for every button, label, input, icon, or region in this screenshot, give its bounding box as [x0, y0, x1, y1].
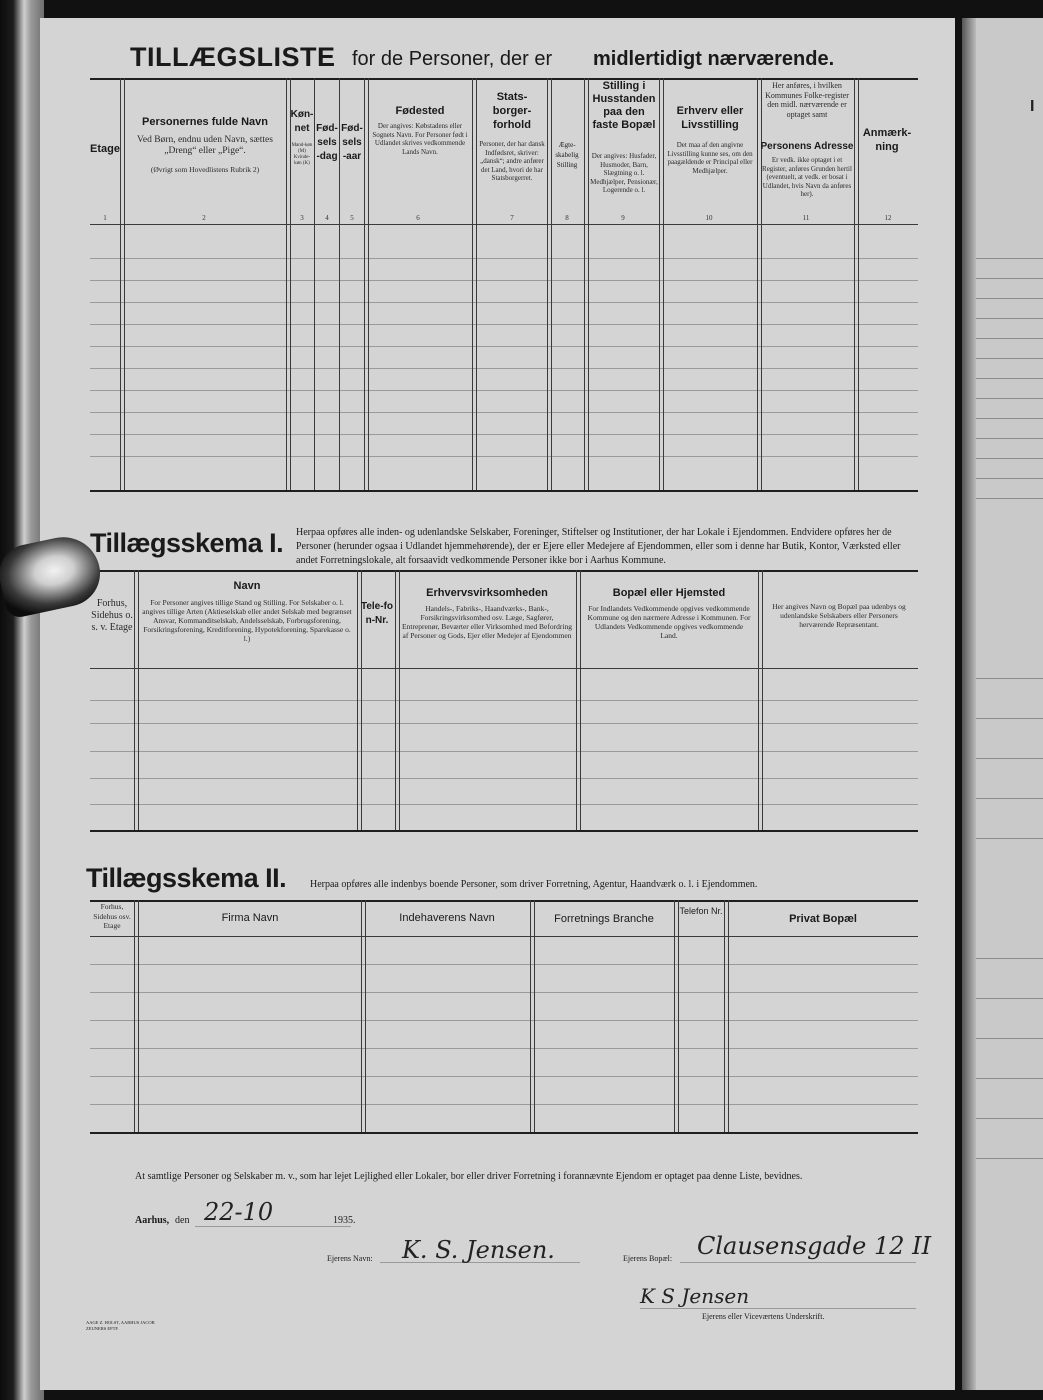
col-num-6: 6: [416, 214, 420, 222]
skema2-note: Herpaa opføres alle indenbys boende Personer, som driver Forretning, Agentur, Haandværk o. l. i Ejendommen.: [310, 879, 758, 890]
col-occupation-sub: Det maa af den angivne Livsstilling kunne ses, om den paagældende er Principal eller Medhjælper.: [667, 141, 753, 175]
col-birthday-header: Fød-sels-dag: [316, 123, 338, 162]
skema2-col-etage: Forhus, Sidehus osv. Etage: [93, 902, 131, 930]
date-handwritten: 22-10: [204, 1198, 274, 1226]
adjacent-page-mark: I: [1030, 98, 1035, 115]
skema2-col-firma: Firma Navn: [221, 912, 279, 924]
skema1-col-representative: Her angives Navn og Bopæl paa udenbys og udenlandske Selskabers eller Personers herværende Repræsentant.: [772, 602, 906, 629]
skema2-title: Tillægsskema II.: [86, 863, 287, 893]
skema2-col-bopael: Privat Bopæl: [789, 913, 857, 925]
owner-name-signature: K. S. Jensen.: [402, 1236, 555, 1264]
owner-name-label: Ejerens Navn:: [327, 1254, 373, 1263]
skema1-col-navn: Navn: [233, 580, 261, 592]
col-remarks-header: Anmærk-ning: [862, 127, 912, 153]
col-address-header: Personens Adresse: [760, 141, 854, 152]
col-num-3: 3: [300, 214, 304, 222]
skema2-col-indehaver: Indehaverens Navn: [399, 912, 495, 924]
col-citizenship-header: Stats-borger-forhold: [492, 91, 532, 131]
skema1-col-erhverv-sub: Handels-, Fabriks-, Haandværks-, Bank-, Forsikringsvirksomhed osv. Læge, Sagfører, Entreprenør, Beværter eller Virksomhed med Befordring af Personer og Gods, Ejer eller Medejer af Ejendommen: [402, 604, 572, 640]
col-num-9: 9: [621, 214, 625, 222]
owner-address-handwritten: Clausensgade 12 II: [697, 1232, 932, 1260]
col-num-10: 10: [705, 214, 713, 222]
signature-label: Ejerens eller Viceværtens Underskrift.: [702, 1312, 825, 1321]
skema1-col-erhverv: Erhvervsvirksomheden: [426, 587, 548, 599]
skema1-col-telefon: Tele-fon-Nr.: [360, 601, 394, 626]
skema1-note: Herpaa opføres alle inden- og udenlandske Selskaber, Foreninger, Stiftelser og Institutioner, der har Lokale i Ejendommen. Endvidere opføres her de Personer (herunder ogsaa i Udlandet hjemmehørende), der er Ejere eller Medejere af Ejendommen, eller som i denne har Butik, Kontor, Værksted eller andet Forretningslokale, alt forsaavidt vedkommende Personer ikke bor i Aarhus Kommune.: [296, 527, 901, 566]
col-num-1: 1: [103, 214, 107, 222]
col-marital-header: Ægte-skabelig Stilling: [555, 141, 579, 169]
adjacent-page: [962, 18, 1043, 1390]
skema1-title: Tillægsskema I.: [90, 528, 284, 558]
col-num-4: 4: [325, 214, 329, 222]
col-name-note: (Øvrigt som Hovedlistens Rubrik 2): [150, 165, 260, 174]
declaration-text: At samtlige Personer og Selskaber m. v., som har lejet Lejlighed eller Lokaler, bor eller driver Forretning i forannævnte Ejendom er optaget paa denne Liste, bevidnes.: [135, 1171, 803, 1182]
col-etage-header: Etage: [90, 143, 120, 155]
col-occupation-header: Erhverv eller Livsstilling: [676, 105, 744, 131]
col-citizenship-sub: Personer, der har dansk Indfødsret, skriver: „dansk“; andre anfører det Land, hvori de har Statsborgerret.: [479, 140, 545, 182]
skema1-col-bopael: Bopæl eller Hjemsted: [612, 587, 726, 599]
col-gender-sub: Mand-køn (M) Kvinde-køn (K): [291, 143, 313, 166]
year-label: 1935.: [333, 1215, 356, 1226]
col-gender-header: Køn-net: [290, 109, 314, 134]
skema1-col-navn-sub: For Personer angives tillige Stand og Stilling. For Selskaber o. l. angives tillige Arten (Aktieselskab eller andet Selskab med begrænset Ansvar, Kommanditselskab, Andelsselskab, Forbrugsforening, Forsikringsforening, Kreditforening, Hypotekforening, Sparekasse o. l.): [142, 598, 352, 643]
col-num-5: 5: [350, 214, 354, 222]
skema1-col-bopael-sub: For Indlandets Vedkommende opgives vedkommende Kommune og den nærmere Adresse i Kommunen. For Udlandets Vedkommende opgives vedkommende Land.: [587, 604, 751, 640]
col-household-header: Stilling i Husstanden paa den faste Bopæl: [592, 80, 656, 131]
skema1-col-etage: Forhus, Sidehus o. s. v. Etage: [91, 598, 133, 633]
skema2-col-telefon: Telefon Nr.: [679, 906, 723, 916]
place-label: Aarhus,: [135, 1215, 170, 1226]
col-num-11: 11: [802, 214, 810, 222]
owner-address-label: Ejerens Bopæl:: [623, 1254, 673, 1263]
form-page: [40, 18, 955, 1390]
col-name-header: Personernes fulde Navn: [142, 116, 268, 128]
den-label: den: [175, 1215, 190, 1226]
list-title-end: midlertidigt nærværende.: [593, 48, 835, 70]
list-title-mid: for de Personer, der er: [352, 48, 553, 70]
col-birthplace-sub: Der angives: Købstadens eller Sognets Navn. For Personer født i Udlandet skrives vedkommende Lands Navn.: [372, 122, 468, 156]
list-title: TILLÆGSLISTE: [130, 42, 336, 72]
col-num-8: 8: [565, 214, 569, 222]
skema2-col-branche: Forretnings Branche: [554, 913, 654, 925]
book-spine: [0, 0, 44, 1400]
col-num-2: 2: [202, 214, 206, 222]
vicevaert-signature: K S Jensen: [640, 1284, 750, 1308]
col-num-7: 7: [510, 214, 514, 222]
col-name-sub: Ved Børn, endnu uden Navn, sættes „Dreng“ eller „Pige“.: [137, 135, 273, 156]
printer-mark: AAGE Z. HOLST, AARHUS JACOB ZEUNERS EFTF.: [86, 1320, 155, 1331]
col-household-sub: Der angives: Husfader, Husmoder, Barn, Slægtning o. l. Medhjælper, Pensionær, Logerende o. l.: [590, 152, 658, 194]
col-birthplace-header: Fødested: [395, 105, 445, 117]
col-birthyear-header: Fød-sels-aar: [341, 123, 363, 162]
col-num-12: 12: [884, 214, 892, 222]
col-address-sub2: Er vedk. ikke optaget i et Register, anføres Grunden hertil (eventuelt, at vedk. er bosat i Udlandet, hvis Navn da anføres her).: [762, 156, 852, 198]
col-address-sub: Her anføres, i hvilken Kommunes Folke-register den midl. nærværende er optaget samt: [765, 81, 849, 119]
